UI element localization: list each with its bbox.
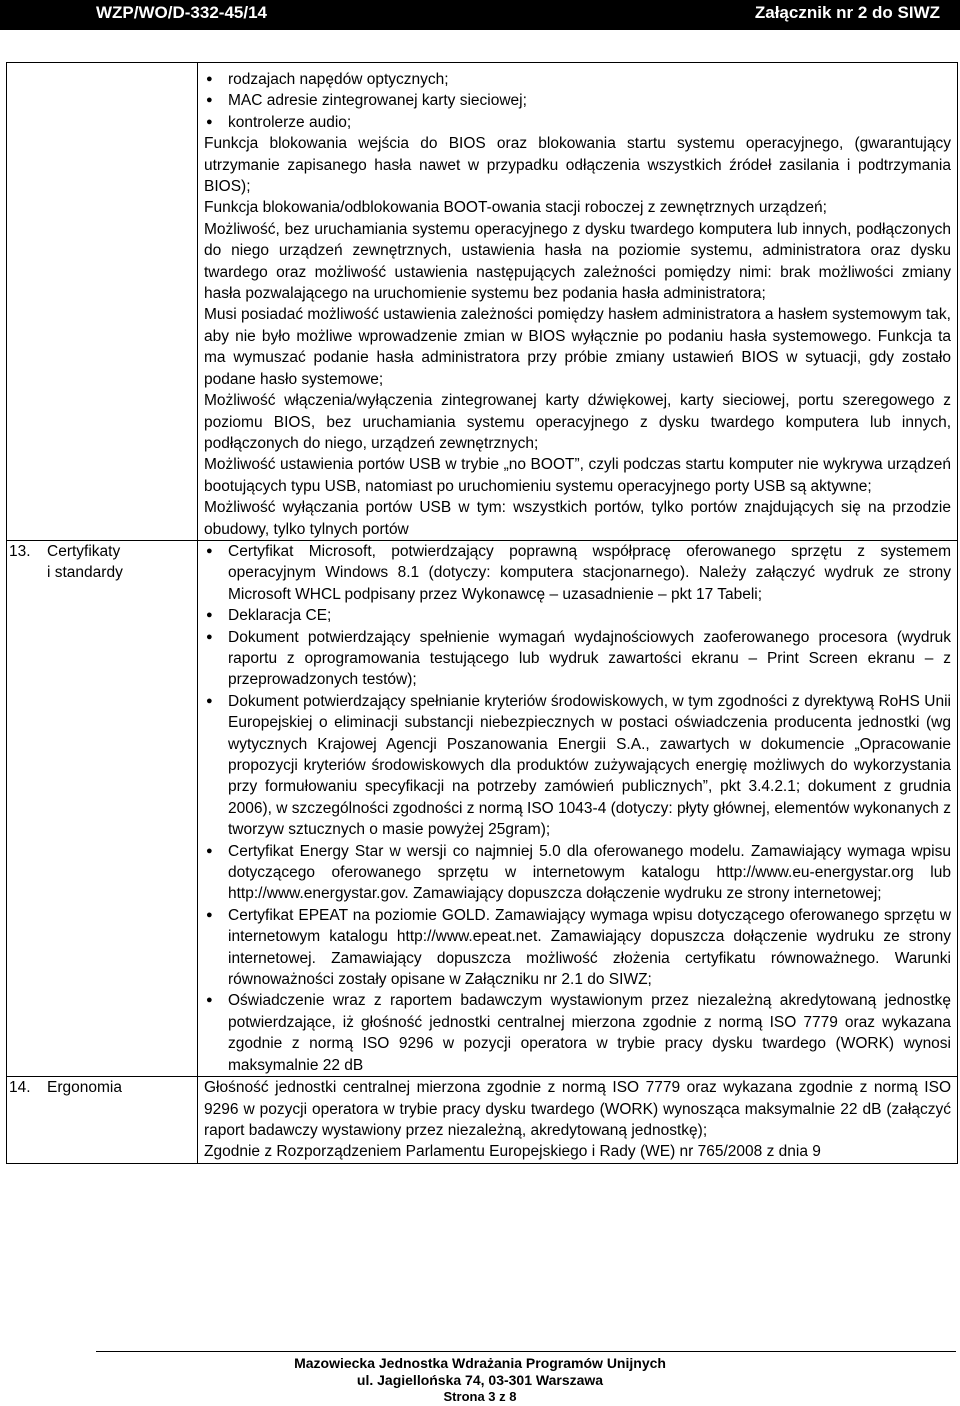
table-row-14 [7,1077,958,1164]
list-item: ● Certyfikat Microsoft, potwierdzający poprawną współpracę oferowanego sprzętu z systemem operacyjnym Windows 8.1 (dotyczy: komputera stacjonarnego). Należy załączyć wydruk ze strony Microsoft WHCL podpisany przez Wykonawcę – uzasadnienie – pkt 17 Tabeli; [204,541,951,605]
specification-table [6,62,958,1164]
category-label: i standardy [47,563,123,581]
attachment-label: Załącznik nr 2 do SIWZ [754,3,940,22]
row13-content-cell [198,540,958,1076]
footer-address: ul. Jagiellońska 74, 03-301 Warszawa [356,1372,604,1388]
row14-category-cell [7,1077,198,1164]
list-item: ● Certyfikat EPEAT na poziomie GOLD. Zamawiający wymaga wpisu dotyczącego oferowanego sprzętu w internetowym katalogu http://www.epeat.net. Zamawiający dopuszcza dołączenie wydruku ze strony internetowej. Zamawiający dopuszcza możliwość złożenia certyfikatu równoważnego. Warunki równoważności zostały opisane w Załączniku nr 2.1 do SIWZ; [204,905,951,991]
list-item: ● kontrolerze audio; [204,112,951,133]
row-number: 14. [9,1079,31,1097]
bios-paragraph: Możliwość, bez uruchamiania systemu operacyjnego z dysku twardego komputera lub innych, podłączonych do niego urządzeń zewnętrznych, ustawienia hasła na poziomie systemu, administratora oraz dysku twardego oraz możliwość ustawienia następujących zależności pomiędzy nimi: brak możliwości zmiany hasła pozwalającego na uruchomienie systemu bez podania hasła administratora; [204,220,951,303]
ergonomics-paragraph: Zgodnie z Rozporządzeniem Parlamentu Europejskiego i Rady (WE) nr 765/2008 z dnia 9 [204,1143,821,1161]
footer-institution: Mazowiecka Jednostka Wdrażania Programów Unijnych [294,1355,666,1371]
bios-paragraph: Możliwość wyłączania portów USB w tym: wszystkich portów, tylko portów znajdujących się na przodzie obudowy, tylko tylnych portów [204,499,951,538]
table-row-13 [7,540,958,1076]
list-item: ● Certyfikat Energy Star w wersji co najmniej 5.0 dla oferowanego modelu. Zamawiający wymaga wpisu dotyczącego oferowanego sprzętu w internetowym katalogu http://www.eu-energystar.org lub http://www.energystar.gov. Zamawiający dopuszcza dołączenie wydruku ze strony internetowej; [204,841,951,905]
bios-paragraph: Funkcja blokowania wejścia do BIOS oraz blokowania startu systemu operacyjnego, (gwarantujący utrzymanie zapisanego hasła nawet w przypadku odłączenia wszystkich źródeł zasilania i podtrzymania BIOS); [204,135,951,196]
list-item: ● MAC adresie zintegrowanej karty sieciowej; [204,90,951,111]
category-label: Ergonomia [47,1079,122,1097]
document-reference: WZP/WO/D-332-45/14 [96,3,267,22]
bios-paragraph: Musi posiadać możliwość ustawienia zależności pomiędzy hasłem administratora a hasłem systemowym tak, aby nie było możliwe wprowadzenie zmian w BIOS wyłącznie po podaniu hasła systemowego. Funkcja ta ma wymuszać podanie hasła administratora przy próbie zmiany ustawień BIOS w sytuacji, gdy zostało podane hasło systemowe; [204,306,951,388]
page-header [0,0,960,30]
footer-divider [96,1351,956,1352]
bios-bullet-list [204,69,951,133]
page-number: Strona 3 z 8 [443,1389,517,1404]
list-item: ● rodzajach napędów optycznych; [204,69,951,90]
bios-paragraph: Możliwość ustawienia portów USB w trybie „no BOOT”, czyli podczas startu komputer nie wykrywa urządzeń bootujących typu USB, natomiast po uruchomieniu systemu operacyjnego porty USB są aktywne; [204,456,951,495]
certificates-list [204,541,951,1076]
bios-paragraph: Możliwość włączenia/wyłączenia zintegrowanej karty dźwiękowej, karty sieciowej, portu szeregowego z poziomu BIOS, bez uruchamiania systemu operacyjnego z dysku twardego komputera lub innych, podłączonych do niego, urządzeń zewnętrznych; [204,392,951,452]
table-row-bios [7,63,958,541]
row13-category-cell [7,540,198,1076]
list-item: ● Oświadczenie wraz z raportem badawczym wystawionym przez niezależną akredytowaną jednostkę potwierdzające, iż głośność jednostki centralnej mierzona zgodnie z normą ISO 7779 oraz wykazana zgodnie z normą ISO 9296 w pozycji operatora w trybie pracy dysku twardego (WORK) wynosi maksymalnie 22 dB [204,990,951,1076]
category-label: Certyfikaty [47,542,121,560]
row14-content-cell [198,1077,958,1164]
ergonomics-paragraph: Głośność jednostki centralnej mierzona zgodnie z normą ISO 7779 oraz wykazana zgodnie z normą ISO 9296 w pozycji operatora w trybie pracy dysku twardego (WORK) wynosząca maksymalnie 22 dB (załączyć raport badawczy wystawiony przez niezależną, akredytowaną jednostkę); [204,1079,951,1139]
bios-cell [198,63,958,541]
list-item: ● Dokument potwierdzający spełnianie kryteriów środowiskowych, w tym zgodności z dyrektywą RoHS Unii Europejskiej o eliminacji substancji niebezpiecznych w postaci oświadczenia producenta jednostki (wg wytycznych Krajowej Agencji Poszanowania Energii S.A., zawartych w dokumencie „Opracowanie propozycji kryteriów środowiskowych dla produktów zużywających energię możliwych do wykorzystania przy formułowaniu specyfikacji na potrzeby zamówień publicznych”, pkt 3.4.2.1; dokument z grudnia 2006), w szczególności zgodności z normą ISO 1043-4 (dotyczy: płyty głównej, elementów wykonanych z tworzyw sztucznych o masie powyżej 25gram); [204,691,951,841]
row-number: 13. [9,542,31,560]
bios-category-cell [7,63,198,541]
list-item: ● Dokument potwierdzający spełnienie wymagań wydajnościowych zaoferowanego procesora (wydruk raportu z oprogramowania testującego lub wydruk zawartości ekranu – Print Screen ekranu – z przeprowadzonych testów); [204,627,951,691]
list-item: ● Deklaracja CE; [204,605,951,626]
bios-paragraph: Funkcja blokowania/odblokowania BOOT-owania stacji roboczej z zewnętrznych urządzeń; [204,199,827,217]
